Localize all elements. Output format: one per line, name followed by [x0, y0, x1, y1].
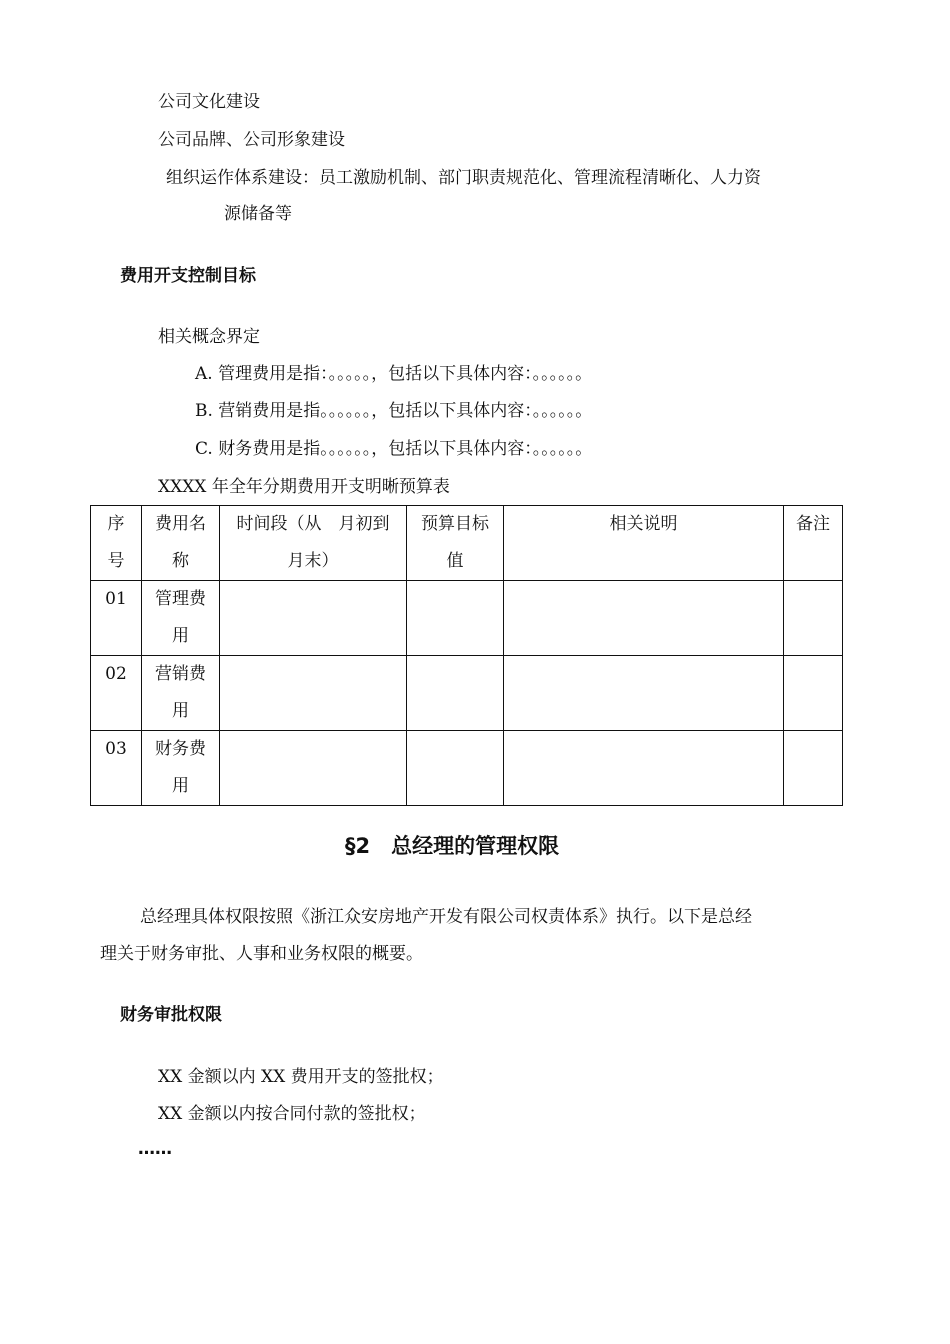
- concept-item-b: B. 营销费用是指。。。。。。，包括以下具体内容：。。。。。。: [195, 401, 593, 421]
- header-cell-period: 时间段（从 月初到 月末）: [220, 506, 407, 581]
- list-item-org-system: 组织运作体系建设：员工激励机制、部门职责规范化、管理流程清晰化、人力资: [166, 168, 761, 188]
- cell-description: [504, 581, 784, 656]
- cell-description: [504, 656, 784, 731]
- cell-no: 01: [91, 581, 142, 656]
- cell-name: 财务费 用: [142, 731, 220, 806]
- table-row: [91, 731, 843, 806]
- concept-item-a: A. 管理费用是指：。。。。。，包括以下具体内容：。。。。。。: [195, 364, 593, 384]
- header-cell-target: 预算目标 值: [407, 506, 504, 581]
- cell-remarks: [784, 656, 843, 731]
- concept-subheading: 相关概念界定: [158, 327, 260, 347]
- list-item-culture: 公司文化建设: [158, 92, 260, 112]
- cell-target: [407, 731, 504, 806]
- cost-control-heading: 费用开支控制目标: [120, 266, 256, 286]
- finance-approval-heading: 财务审批权限: [120, 1005, 222, 1025]
- header-cell-no: 序 号: [91, 506, 142, 581]
- cell-remarks: [784, 581, 843, 656]
- table-header-row: [91, 506, 843, 581]
- cell-no: 02: [91, 656, 142, 731]
- table-row: [91, 656, 843, 731]
- cell-period: [220, 731, 407, 806]
- cell-remarks: [784, 731, 843, 806]
- cell-no: 03: [91, 731, 142, 806]
- cell-name: 管理费 用: [142, 581, 220, 656]
- table-row: [91, 581, 843, 656]
- cell-name: 营销费 用: [142, 656, 220, 731]
- list-item-org-system-cont: 源储备等: [224, 204, 292, 224]
- finance-item-expense: XX 金额以内 XX 费用开支的签批权；: [158, 1067, 444, 1087]
- cell-target: [407, 581, 504, 656]
- header-cell-name: 费用名 称: [142, 506, 220, 581]
- cell-description: [504, 731, 784, 806]
- header-cell-description: 相关说明: [504, 506, 784, 581]
- table-caption: XXXX 年全年分期费用开支明晰预算表: [158, 477, 450, 497]
- cell-target: [407, 656, 504, 731]
- list-item-brand: 公司品牌、公司形象建设: [158, 130, 345, 150]
- header-cell-remarks: 备注: [784, 506, 843, 581]
- budget-table: [90, 505, 843, 806]
- ellipsis-text: ……: [138, 1139, 172, 1159]
- cell-period: [220, 581, 407, 656]
- concept-item-c: C. 财务费用是指。。。。。。，包括以下具体内容：。。。。。。: [195, 439, 593, 459]
- section2-paragraph-line1: 总经理具体权限按照《浙江众安房地产开发有限公司权责体系》执行。以下是总经: [140, 907, 752, 927]
- section2-paragraph-line2: 理关于财务审批、人事和业务权限的概要。: [100, 944, 423, 964]
- cell-period: [220, 656, 407, 731]
- finance-item-contract: XX 金额以内按合同付款的签批权；: [158, 1104, 426, 1124]
- section2-title: §2 总经理的管理权限: [345, 834, 560, 858]
